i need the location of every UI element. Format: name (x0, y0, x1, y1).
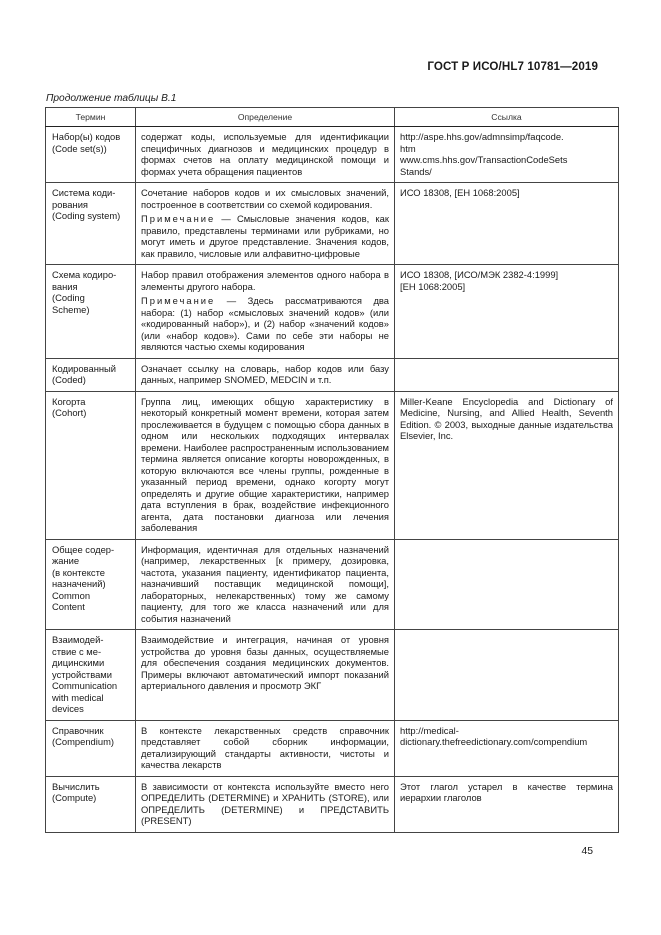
reference-line: Miller-Keane Encyclopedia and Dictionary of Medicine, Nursing, and Allied Health, Seventh Edition. © 2003, выходные данные издательства Elsevier, Inc. (400, 395, 613, 441)
table-row (46, 776, 619, 832)
definition-cell (136, 391, 395, 539)
column-header-reference: Ссылка (395, 108, 619, 127)
definition-cell (136, 630, 395, 721)
definition-text: Группа лиц, имеющих общую характеристику в некоторый конкретный момент времени, которая затем прослеживается в будущем с помощью сбора данных в одном или нескольких подходящих интервалах времени. Наиболее распространенным использованием термина является описание когорты новорожденных, в которую включаются все члены группы, рожденные в указанный период времени, однако когорту могут определять и другие общие характеристики, например дата вступления в брак, воздействие инфекционного агента, дата постановки диагноза или лечения заболевания (141, 395, 389, 533)
definition-text: Взаимодействие и интеграция, начиная от уровня устройства до уровня базы данных, осуществляемые для обеспечения создания медицинских документов. Примеры включают автоматический импорт показаний артериального давления и просмотр ЭКГ (141, 634, 389, 691)
reference-line: ИСО 18308, [ЕН 1068:2005] (400, 187, 520, 198)
reference-cell (395, 539, 619, 630)
table-row (46, 358, 619, 391)
term-line: (в контексте (52, 566, 106, 578)
reference-cell (395, 183, 619, 265)
reference-cell (395, 391, 619, 539)
term-line: (Code set(s)) (52, 142, 107, 154)
term-line: Система коди- (52, 187, 116, 198)
table-row (46, 539, 619, 630)
column-header-definition: Определение (136, 108, 395, 127)
column-header-term: Термин (46, 108, 136, 127)
definition-text: В контексте лекарственных средств справочник представляет собой сборник информации, детализирующий стандарты активности, чистоты и качества лекарств (141, 724, 389, 770)
term-line: дицинскими (52, 657, 105, 668)
definition-text: Означает ссылку на словарь, набор кодов или базу данных, например SNOMED, MEDCIN и т.п. (141, 362, 389, 385)
term-line: устройствами (52, 668, 112, 680)
reference-cell (395, 265, 619, 359)
note-label: Примечание (141, 295, 216, 306)
term-line: Взаимодей- (52, 634, 104, 645)
reference-cell (395, 630, 619, 721)
reference-line: http://medical-dictionary.thefreedictionary.com/compendium (400, 724, 588, 747)
term-line: with medical (52, 691, 104, 703)
table-row (46, 127, 619, 183)
term-cell (46, 127, 136, 183)
reference-line: Этот глагол устарел в качестве термина иерархии глаголов (400, 780, 613, 803)
definition-cell (136, 358, 395, 391)
reference-cell (395, 127, 619, 183)
term-cell (46, 391, 136, 539)
table-continuation-caption: Продолжение таблицы В.1 (46, 93, 177, 104)
definition-cell (136, 183, 395, 265)
table-row (46, 183, 619, 265)
term-line: Общее содер- (52, 543, 115, 555)
definition-note (141, 295, 389, 353)
term-cell (46, 358, 136, 391)
term-line: рования (52, 198, 89, 210)
reference-line: http://aspe.hhs.gov/admnsimp/faqcode. (400, 131, 564, 142)
term-line: Communication (52, 680, 118, 691)
table-row (46, 391, 619, 539)
reference-line: [ЕН 1068:2005] (400, 280, 466, 292)
term-cell (46, 720, 136, 776)
term-line: вания (52, 280, 78, 292)
reference-line: www.cms.hhs.gov/TransactionCodeSets (400, 154, 568, 165)
reference-cell (395, 776, 619, 832)
definition-text: В зависимости от контекста используйте вместо него ОПРЕДЕЛИТЬ (DETERMINE) и ХРАНИТЬ (STORE), или ОПРЕДЕЛИТЬ (DETERMINE) и ПРЕДСТАВИТЬ (PRESENT) (141, 780, 389, 826)
note-text: — Смысловые значения кодов, как правило, представлены терминами или рубриками, но могут иметь и другое представление. Значения кодов, как правило, числовые или алфавитно-цифровые (141, 213, 389, 259)
term-line: Scheme) (52, 303, 90, 315)
terms-table (45, 107, 619, 833)
definition-note (141, 213, 389, 259)
definition-cell (136, 776, 395, 832)
table-row (46, 720, 619, 776)
term-line: Content (52, 601, 85, 612)
term-line: (Cohort) (52, 407, 87, 418)
term-line: devices (52, 703, 84, 714)
reference-cell (395, 358, 619, 391)
term-cell (46, 539, 136, 630)
definition-text: Сочетание наборов кодов и их смысловых значений, построенное в соответствии со схемой кодирования. (141, 187, 389, 210)
term-line: Схема кодиро- (52, 269, 117, 280)
table-row (46, 630, 619, 721)
definition-cell (136, 720, 395, 776)
term-line: Common (52, 589, 91, 601)
term-cell (46, 776, 136, 832)
term-cell (46, 265, 136, 359)
note-text: — Здесь рассматриваются два набора: (1) набор «смысловых значений кодов» (или «кодированный набор»), и (2) набор «значений кодов» (или «набор кодов»). Сами по себе эти наборы не являются частью схемы кодирования (141, 295, 389, 352)
definition-text: Информация, идентичная для отдельных назначений (например, лекарственных [к примеру, дозировка, частота, указания пациенту, идентификатор пациента, назначивший поставщик медицинской помощи], лабораторных, нелекарственных) тому же самому пациенту, для того же класса назначений или для события назначений (141, 543, 389, 624)
term-line: жание (52, 555, 80, 566)
term-line: Набор(ы) кодов (52, 131, 121, 142)
term-line: (Coding (52, 292, 85, 303)
term-line: Справочник (52, 724, 104, 736)
table-row (46, 265, 619, 359)
reference-cell (395, 720, 619, 776)
note-label: Примечание (141, 213, 216, 224)
reference-line: htm (400, 142, 416, 154)
term-line: (Compendium) (52, 736, 114, 747)
term-line: (Compute) (52, 792, 97, 803)
term-line: назначений) (52, 578, 106, 589)
term-line: (Coded) (52, 374, 86, 385)
definition-text: содержат коды, используемые для идентификации специфичных диагнозов и медицинских процедур в формах счетов на оплату медицинской помощи и формах учета обращения пациентов (141, 131, 389, 177)
definition-cell (136, 265, 395, 359)
reference-line: Stands/ (400, 165, 432, 177)
term-line: Когорта (52, 395, 86, 407)
standard-code: ГОСТ Р ИСО/HL7 10781—2019 (427, 60, 598, 73)
table-body (46, 127, 619, 833)
definition-cell (136, 127, 395, 183)
term-line: Вычислить (52, 780, 100, 792)
term-line: Кодированный (52, 362, 117, 374)
reference-line: ИСО 18308, [ИСО/МЭК 2382-4:1999] (400, 269, 559, 280)
term-cell (46, 183, 136, 265)
term-cell (46, 630, 136, 721)
definition-cell (136, 539, 395, 630)
page-number: 45 (581, 846, 593, 857)
definition-text: Набор правил отображения элементов одного набора в элементы другого набора. (141, 269, 389, 292)
term-line: (Coding system) (52, 210, 121, 221)
table-header-row (46, 108, 619, 127)
term-line: ствие с ме- (52, 645, 102, 657)
